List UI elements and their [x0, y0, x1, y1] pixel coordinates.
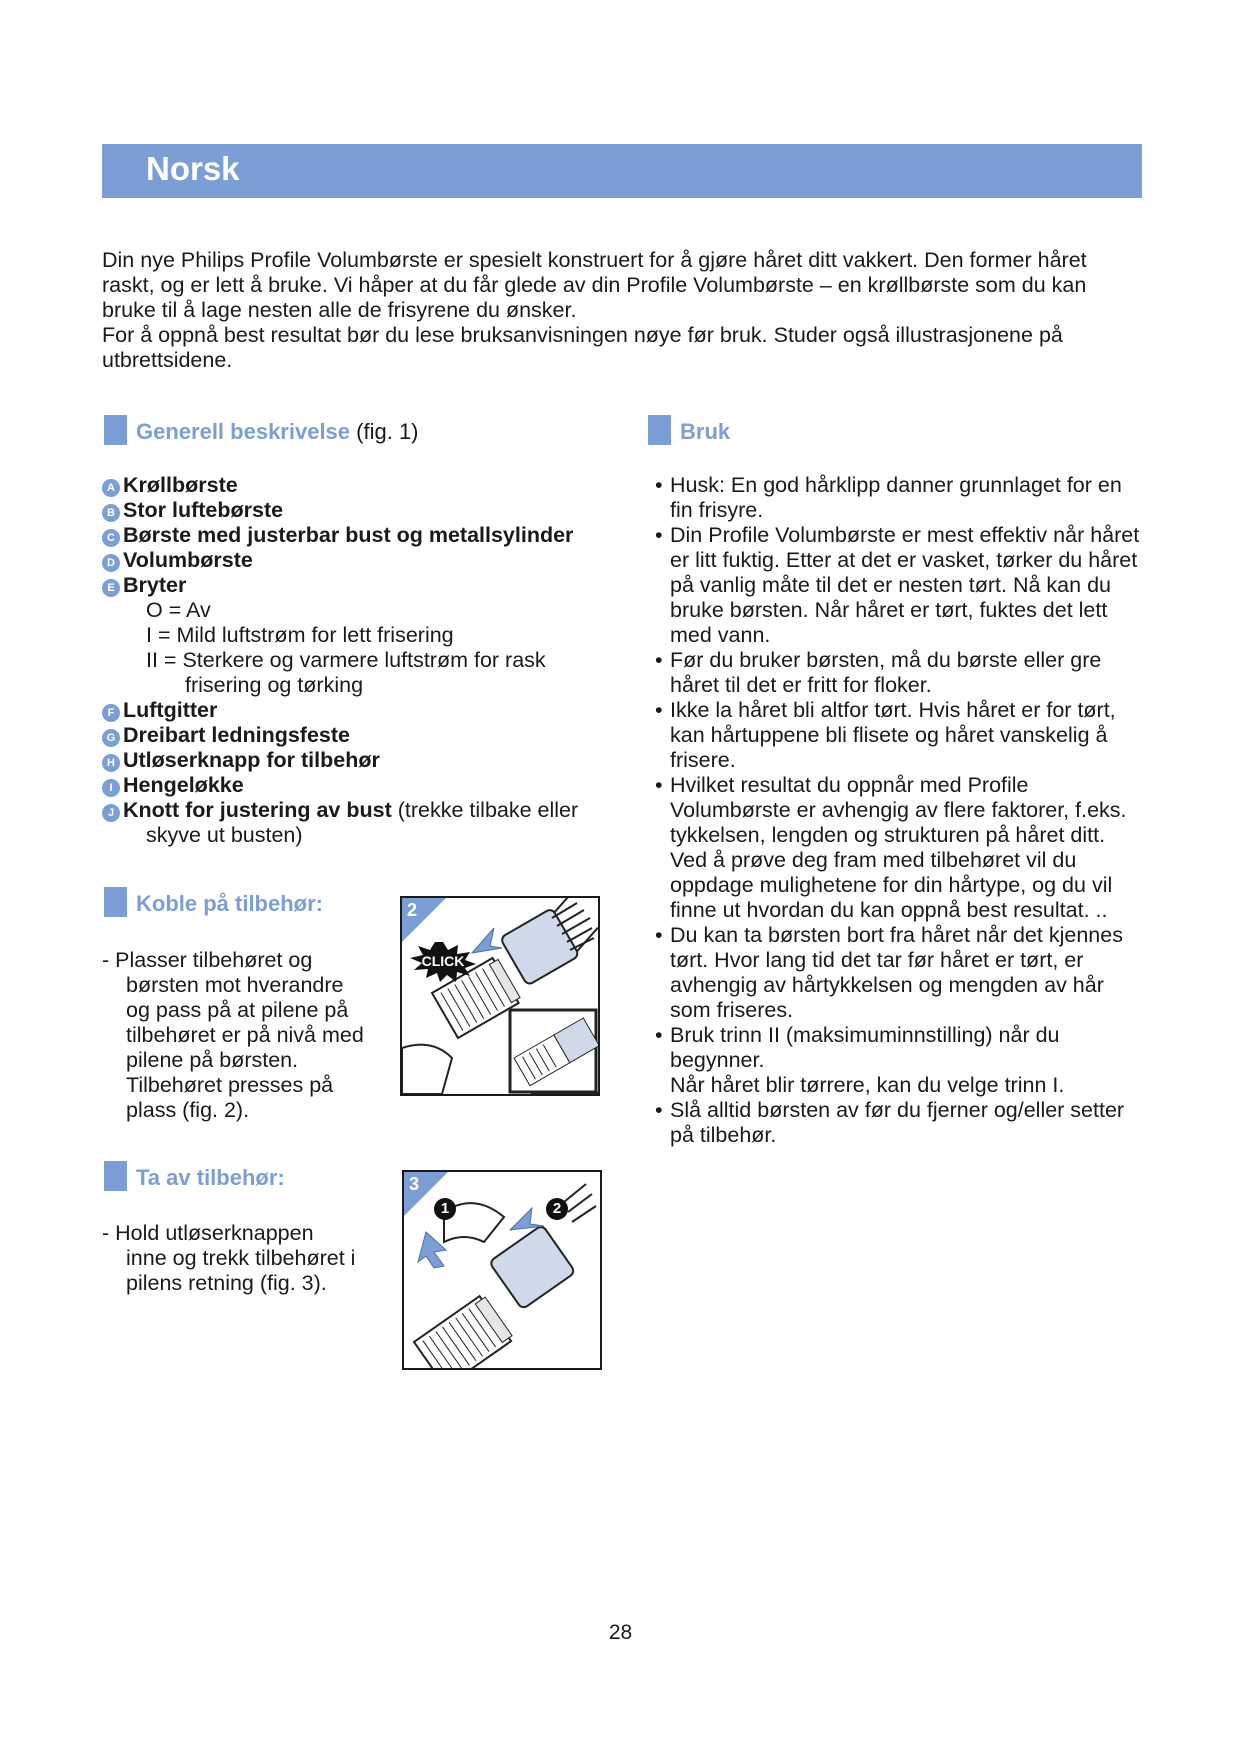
list-item: J Knott for justering av bust (trekke tilbake eller: [102, 798, 622, 823]
letter-g-icon: G: [102, 729, 120, 747]
page-number: 28: [608, 1621, 633, 1644]
list-item: • Bruk trinn II (maksimuminnstilling) når du begynner.: [646, 1023, 1146, 1073]
instruction-line: - Hold utløserknappen: [102, 1221, 314, 1245]
list-item: • Før du bruker børsten, må du børste eller gre håret til det er fritt for floker.: [646, 648, 1146, 698]
switch-setting-2: II = Sterkere og varmere luftstrøm for rask: [146, 648, 546, 672]
figure-2: [400, 896, 600, 1096]
letter-h-icon: H: [102, 754, 120, 772]
letter-c-icon: C: [102, 529, 120, 547]
list-item: E Bryter: [102, 573, 622, 598]
step-2-icon: 2: [546, 1198, 568, 1220]
letter-b-icon: B: [102, 504, 120, 522]
section-title: Ta av tilbehør:: [136, 1164, 285, 1190]
click-burst-icon: [410, 942, 476, 982]
section-heading-usage: [648, 418, 730, 448]
section-marker-icon: [648, 415, 671, 445]
list-item: • Ikke la håret bli altfor tørt. Hvis håret er for tørt, kan hårtuppene bli flisete og håret vanskelig å frisere.: [646, 698, 1146, 773]
letter-e-icon: E: [102, 579, 120, 597]
letter-a-icon: A: [102, 479, 120, 497]
list-item: B Stor luftebørste: [102, 498, 622, 523]
attach-illustration: [402, 898, 598, 1094]
section-heading-attach: [104, 890, 323, 920]
part-note-cont: skyve ut busten): [146, 823, 303, 847]
list-item: A Krøllbørste: [102, 473, 622, 498]
figure-number: 3: [409, 1174, 420, 1194]
intro-paragraph-1: Din nye Philips Profile Volumbørste er spesielt konstruert for å gjøre håret ditt vakkert. Den former håret raskt, og er lett å bruke. Vi håper at du får glede av din Profile Volumbørste – en krøllbørste som du kan bruke til å lage nesten alle de frisyrene du ønsker.: [102, 248, 1087, 322]
letter-f-icon: F: [102, 704, 120, 722]
list-item: • Din Profile Volumbørste er mest effektiv når håret er litt fuktig. Etter at det er vasket, tørker du håret på vanlig måte til det er nesten tørt. Nå kan du bruke børsten. Når håret er tørt, fuktes det lett med vann.: [646, 523, 1146, 648]
attach-instructions: [102, 948, 402, 1123]
detach-instructions: [102, 1221, 402, 1296]
list-item: H Utløserknapp for tilbehør: [102, 748, 622, 773]
section-heading-description: [104, 418, 419, 448]
figure-3: [402, 1170, 602, 1370]
detach-illustration: [404, 1172, 600, 1368]
section-marker-icon: [104, 1161, 127, 1191]
switch-setting-2-cont: frisering og tørking: [185, 673, 364, 697]
usage-list: [646, 473, 1146, 1148]
instruction-line: pilens retning (fig. 3).: [126, 1271, 327, 1295]
section-title: Koble på tilbehør:: [136, 890, 323, 916]
step-1-icon: 1: [434, 1198, 456, 1220]
intro-paragraph-2: For å oppnå best resultat bør du lese bruksanvisningen nøye før bruk. Studer også illustrasjonene på utbrettsidene.: [102, 323, 1063, 372]
section-title: Bruk: [680, 418, 731, 444]
language-banner: [102, 144, 1142, 198]
list-item: F Luftgitter: [102, 698, 622, 723]
list-item: I Hengeløkke: [102, 773, 622, 798]
click-label: CLICK: [421, 953, 465, 969]
instruction-line: børsten mot hverandre: [126, 973, 344, 997]
instruction-line: pilene på børsten.: [126, 1048, 299, 1072]
figure-reference: (fig. 1): [356, 418, 419, 444]
section-marker-icon: [104, 887, 127, 917]
list-item: • Hvilket resultat du oppnår med Profile Volumbørste er avhengig av flere faktorer, f.eks. tykkelsen, lengden og strukturen på håret ditt. Ved å prøve deg fram med tilbehøret vil du oppdage mulighetene for din hårtype, og du vil finne ut hvordan du kan oppnå best resultat. ..: [646, 773, 1146, 923]
list-item-continuation: Når håret blir tørrere, kan du velge trinn I.: [670, 1073, 1065, 1097]
instruction-line: tilbehøret er på nivå med: [126, 1023, 364, 1047]
instruction-line: - Plasser tilbehøret og: [102, 948, 313, 972]
section-title: Generell beskrivelse: [136, 418, 351, 444]
figure-number: 2: [407, 900, 418, 920]
letter-d-icon: D: [102, 554, 120, 572]
intro-text: [102, 248, 1142, 373]
letter-j-icon: J: [102, 804, 120, 822]
switch-setting-off: O = Av: [146, 598, 211, 622]
instruction-line: plass (fig. 2).: [126, 1098, 250, 1122]
list-item: • Husk: En god hårklipp danner grunnlaget for en fin frisyre.: [646, 473, 1146, 523]
section-heading-detach: [104, 1164, 285, 1194]
list-item: G Dreibart ledningsfeste: [102, 723, 622, 748]
instruction-line: Tilbehøret presses på: [126, 1073, 334, 1097]
instruction-line: og pass på at pilene på: [126, 998, 349, 1022]
list-item: • Du kan ta børsten bort fra håret når det kjennes tørt. Hvor lang tid det tar før håret er tørt, er avhengig av hårtykkelsen og mengden av hår som friseres.: [646, 923, 1146, 1023]
switch-setting-1: I = Mild luftstrøm for lett frisering: [146, 623, 454, 647]
list-item: • Slå alltid børsten av før du fjerner og/eller setter på tilbehør.: [646, 1098, 1146, 1148]
letter-i-icon: I: [102, 779, 120, 797]
parts-list: [102, 473, 622, 848]
page-title: Norsk: [146, 150, 240, 187]
list-item: D Volumbørste: [102, 548, 622, 573]
list-item: C Børste med justerbar bust og metallsylinder: [102, 523, 622, 548]
section-marker-icon: [104, 415, 127, 445]
part-note: (trekke tilbake eller: [397, 798, 579, 822]
instruction-line: inne og trekk tilbehøret i: [126, 1246, 356, 1270]
